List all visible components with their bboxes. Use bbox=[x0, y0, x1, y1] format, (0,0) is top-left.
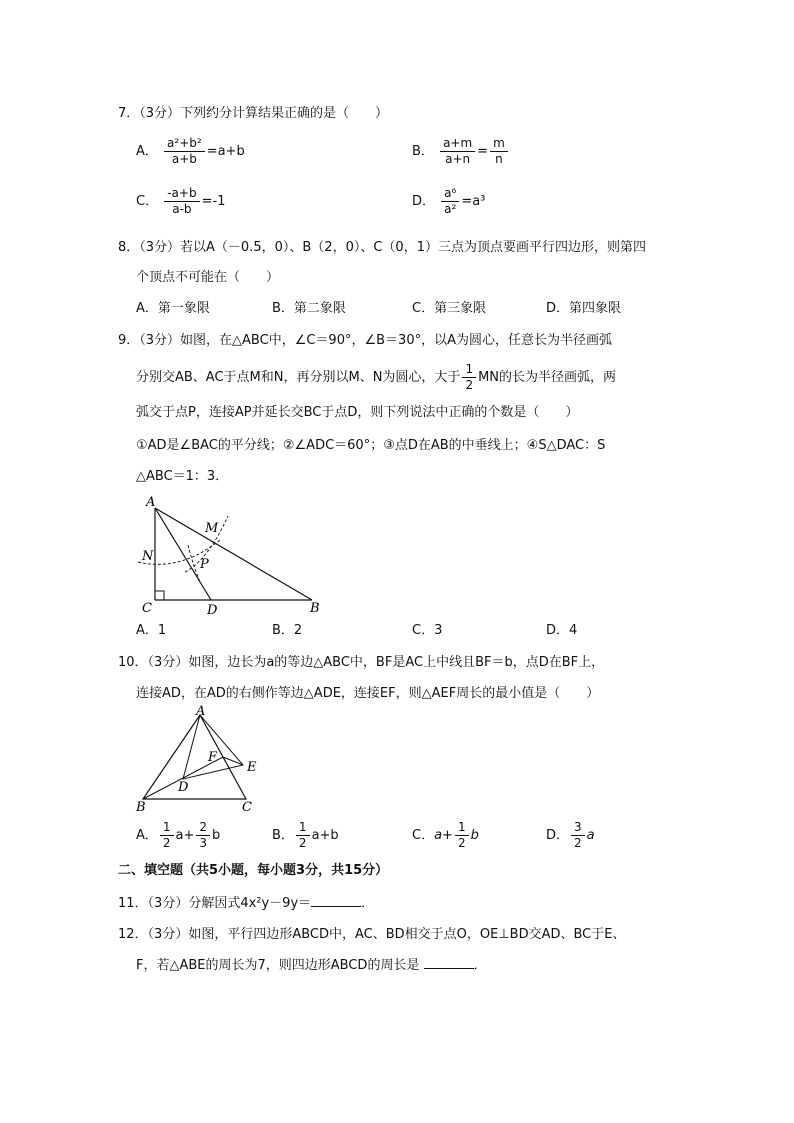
q10-label-c: C bbox=[242, 800, 252, 813]
question-7-stem: 7．（3分）下列约分计算结果正确的是（ ） bbox=[118, 106, 389, 121]
q7-b-numerator: a+m bbox=[440, 136, 475, 152]
q10-b-end: a+b bbox=[311, 828, 339, 843]
q7-option-d-letter: D． bbox=[412, 194, 436, 209]
q7-option-a[interactable] bbox=[136, 136, 245, 167]
q10-c-letter: C． bbox=[412, 828, 435, 843]
q10-option-c[interactable] bbox=[412, 820, 479, 851]
q10-a-end: b bbox=[212, 828, 221, 843]
q9-label-p: P bbox=[200, 557, 209, 572]
q10-d-frac bbox=[571, 820, 585, 851]
question-9-line-3: 弧交于点P，连接AP并延长交BC于点D，则下列说法中正确的个数是（ ） bbox=[136, 405, 579, 420]
q10-d-end: a bbox=[586, 828, 595, 843]
q11-answer-blank[interactable] bbox=[311, 894, 361, 907]
q7-option-c[interactable] bbox=[136, 186, 225, 217]
q7-d-denominator: a² bbox=[444, 202, 457, 216]
q10-a-frac-2 bbox=[196, 820, 210, 851]
q9-half-num: 1 bbox=[462, 362, 476, 378]
q9-segment-ad bbox=[155, 508, 211, 600]
q10-b-n1: 1 bbox=[296, 820, 310, 836]
question-8-line-1: 8．（3分）若以A（－0.5，0）、B（2，0）、C（0，1）三点为顶点要画平行四边形，则第四 bbox=[118, 240, 646, 255]
q7-option-b[interactable] bbox=[412, 136, 510, 167]
q7-d-rest: =a³ bbox=[461, 194, 486, 209]
q9-half-fraction bbox=[462, 362, 476, 393]
q7-option-c-letter: C． bbox=[136, 194, 159, 209]
q7-option-d[interactable] bbox=[412, 186, 485, 217]
q11-text: 11．（3分）分解因式4x²y－9y＝ bbox=[118, 896, 312, 911]
q9-option-b[interactable]: B．2 bbox=[272, 623, 303, 638]
q9-option-c[interactable]: C．3 bbox=[412, 623, 443, 638]
q9-option-a[interactable]: A．1 bbox=[136, 623, 167, 638]
q10-label-a: A bbox=[196, 705, 206, 719]
question-11 bbox=[118, 894, 374, 914]
q10-c-end: b bbox=[470, 828, 479, 843]
q12-line-2-text: F，若△ABE的周长为7，则四边形ABCD的周长是 bbox=[136, 958, 420, 973]
q10-d-d1: 2 bbox=[574, 836, 582, 850]
q7-a-denominator: a+b bbox=[171, 152, 197, 166]
question-10-line-1: 10．（3分）如图，边长为a的等边△ABC中，BF是AC上中线且BF＝b，点D在BF上， bbox=[118, 655, 605, 670]
q9-line-2b: MN的长为半径画弧，两 bbox=[478, 370, 617, 385]
q9-label-c: C bbox=[142, 601, 152, 615]
q8-option-c[interactable]: C．第三象限 bbox=[412, 301, 487, 316]
q12-answer-blank[interactable] bbox=[424, 956, 474, 969]
q12-end: ． bbox=[473, 958, 487, 973]
q8-option-b[interactable]: B．第二象限 bbox=[272, 301, 346, 316]
q10-c-n1: 1 bbox=[455, 820, 469, 836]
q7-b-equals: = bbox=[477, 144, 489, 159]
q10-b-d1: 2 bbox=[298, 836, 307, 850]
q9-label-a: A bbox=[146, 495, 156, 510]
q7-option-c-fraction bbox=[164, 186, 199, 217]
q9-label-d: D bbox=[207, 603, 218, 615]
q8-option-a[interactable]: A．第一象限 bbox=[136, 301, 210, 316]
q7-d-numerator: a⁶ bbox=[441, 186, 459, 202]
question-10-line-2: 连接AD，在AD的右侧作等边△ADE，连接EF，则△AEF周长的最小值是（ ） bbox=[136, 686, 600, 701]
question-12-line-2 bbox=[136, 956, 487, 976]
q7-option-b-letter: B． bbox=[412, 144, 434, 159]
q7-b-numerator-2: m bbox=[490, 136, 508, 152]
q10-label-d: D bbox=[178, 780, 189, 795]
q7-c-numerator: -a+b bbox=[164, 186, 199, 202]
q7-c-rest: =-1 bbox=[201, 194, 226, 209]
q10-b-letter: B． bbox=[272, 828, 294, 843]
q10-d-letter: D． bbox=[546, 828, 570, 843]
q7-option-a-letter: A． bbox=[136, 144, 158, 159]
q9-line-2a: 分别交AB、AC于点M和N，再分别以M、N为圆心，大于 bbox=[136, 370, 461, 385]
question-12-line-1: 12．（3分）如图，平行四边形ABCD中，AC、BD相交于点O，OE⊥BD交AD、BC于E、 bbox=[118, 927, 626, 942]
q7-b-denominator: a+n bbox=[445, 152, 471, 166]
question-9-line-5: △ABC＝1：3． bbox=[136, 469, 229, 484]
q10-c-d1: 2 bbox=[457, 836, 466, 850]
q7-b-denominator-2: n bbox=[495, 152, 503, 166]
q10-a-n1: 1 bbox=[160, 820, 174, 836]
q7-option-d-fraction bbox=[441, 186, 459, 217]
q9-arc-center-n bbox=[188, 545, 200, 582]
q10-a-n2: 2 bbox=[196, 820, 210, 836]
q10-a-d1: 2 bbox=[162, 836, 171, 850]
q9-option-d[interactable]: D．4 bbox=[546, 623, 578, 638]
q9-right-angle-mark bbox=[155, 591, 164, 600]
q7-option-a-fraction bbox=[164, 136, 205, 167]
q10-triangle-ade bbox=[183, 715, 243, 779]
q10-option-a[interactable] bbox=[136, 820, 220, 851]
q10-label-f: F bbox=[208, 750, 218, 765]
q10-b-frac bbox=[296, 820, 310, 851]
q10-c-pre: a+ bbox=[434, 828, 453, 843]
q11-end: ． bbox=[361, 896, 375, 911]
q10-label-e: E bbox=[247, 760, 257, 775]
q10-a-mid: a+ bbox=[175, 828, 195, 843]
q7-a-rest: =a+b bbox=[206, 144, 245, 159]
q10-a-d2: 3 bbox=[199, 836, 208, 850]
q9-triangle-figure bbox=[130, 490, 340, 615]
question-8-line-2: 个顶点不可能在（ ） bbox=[136, 270, 280, 285]
question-9-line-1: 9．（3分）如图，在△ABC中，∠C＝90°，∠B＝30°，以A为圆心，任意长为半径画弧 bbox=[118, 333, 612, 348]
q10-triangle-figure bbox=[130, 705, 270, 813]
q10-a-frac-1 bbox=[160, 820, 174, 851]
q10-option-d[interactable] bbox=[546, 820, 595, 851]
q10-label-b: B bbox=[136, 800, 146, 813]
q10-option-b[interactable] bbox=[272, 820, 339, 851]
q10-c-frac bbox=[455, 820, 469, 851]
q9-label-b: B bbox=[310, 601, 320, 615]
q10-triangle-abc bbox=[143, 715, 246, 799]
q9-label-n: N bbox=[142, 549, 154, 564]
q8-option-d[interactable]: D．第四象限 bbox=[546, 301, 622, 316]
question-9-line-4: ①AD是∠BAC的平分线；②∠ADC＝60°；③点D在AB的中垂线上；④S△DAC：S bbox=[136, 438, 606, 453]
q7-a-numerator: a²+b² bbox=[164, 136, 205, 152]
q10-d-n1: 3 bbox=[571, 820, 585, 836]
q7-option-b-fraction bbox=[440, 136, 475, 167]
q7-option-b-fraction-2 bbox=[490, 136, 508, 167]
q7-c-denominator: a-b bbox=[172, 202, 192, 216]
q9-label-m: M bbox=[205, 521, 219, 536]
q9-side-ab bbox=[155, 508, 312, 600]
question-9-line-2 bbox=[136, 362, 616, 393]
section-2-heading: 二、填空题（共5小题，每小题3分，共15分） bbox=[118, 863, 389, 878]
q9-half-den: 2 bbox=[465, 378, 474, 392]
q10-a-letter: A． bbox=[136, 828, 158, 843]
